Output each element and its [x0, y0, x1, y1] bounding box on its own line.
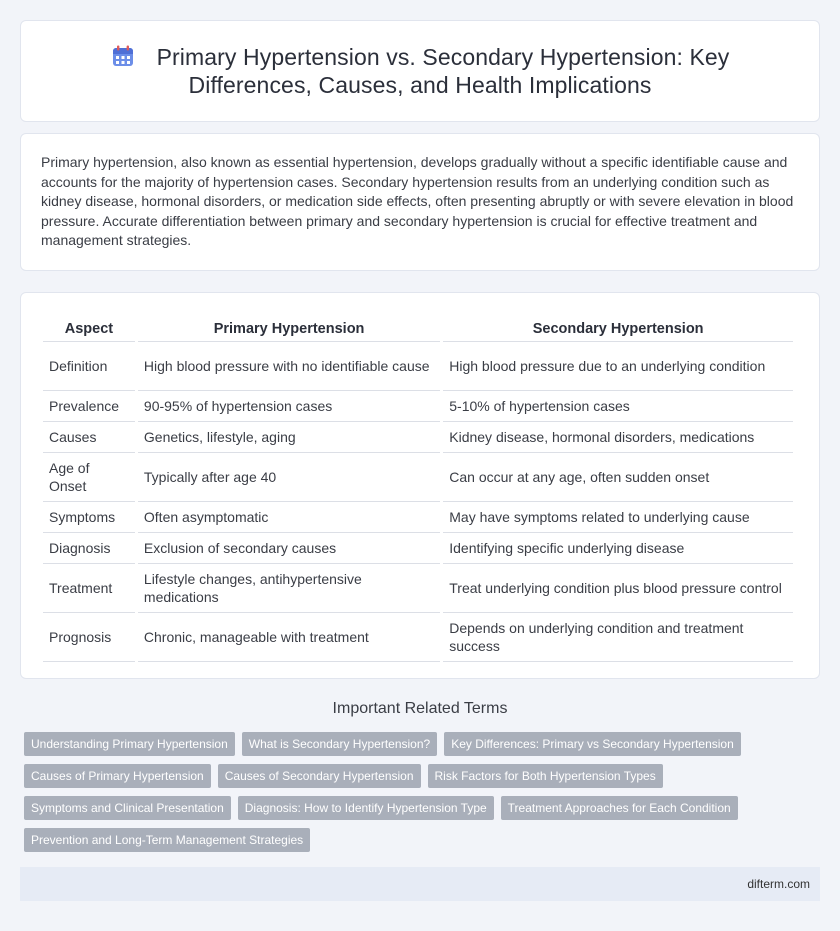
table-row [43, 391, 793, 422]
cell-aspect: Definition [43, 342, 135, 391]
comparison-table [40, 311, 796, 662]
cell-primary: 90-95% of hypertension cases [138, 391, 440, 422]
related-term-tag[interactable]: Treatment Approaches for Each Condition [501, 796, 738, 820]
header-secondary: Secondary Hypertension [443, 311, 793, 342]
cell-aspect: Causes [43, 422, 135, 453]
cell-secondary: Depends on underlying condition and treatment success [443, 613, 793, 662]
table-row [43, 613, 793, 662]
table-header-row [43, 311, 793, 342]
related-term-tag[interactable]: Prevention and Long-Term Management Strategies [24, 828, 310, 852]
related-terms-title: Important Related Terms [332, 700, 508, 717]
cell-primary: Chronic, manageable with treatment [138, 613, 440, 662]
table-row [43, 342, 793, 391]
cell-aspect: Treatment [43, 564, 135, 613]
related-term-tag[interactable]: What is Secondary Hypertension? [242, 732, 437, 756]
related-term-tag[interactable]: Causes of Primary Hypertension [24, 764, 211, 788]
related-term-tag[interactable]: Causes of Secondary Hypertension [218, 764, 421, 788]
cell-primary: Lifestyle changes, antihypertensive medications [138, 564, 440, 613]
cell-primary: High blood pressure with no identifiable cause [138, 342, 440, 391]
calendar-icon [111, 44, 135, 68]
related-term-tag[interactable]: Understanding Primary Hypertension [24, 732, 235, 756]
intro-paragraph: Primary hypertension, also known as essential hypertension, develops gradually without a specific identifiable cause and accounts for the majority of hypertension cases. Secondary hypertension results from an underlying condition such as kidney disease, hormonal disorders, or medication side effects, often presenting abruptly or with severe elevation in blood pressure. Accurate differentiation between primary and secondary hypertension is crucial for effective treatment and management strategies. [41, 154, 794, 249]
cell-aspect: Diagnosis [43, 533, 135, 564]
cell-secondary: Treat underlying condition plus blood pressure control [443, 564, 793, 613]
cell-aspect: Prevalence [43, 391, 135, 422]
cell-aspect: Symptoms [43, 502, 135, 533]
table-row [43, 453, 793, 502]
cell-secondary: Can occur at any age, often sudden onset [443, 453, 793, 502]
cell-primary: Exclusion of secondary causes [138, 533, 440, 564]
related-term-tag[interactable]: Risk Factors for Both Hypertension Types [428, 764, 663, 788]
footer [20, 867, 820, 901]
header-primary: Primary Hypertension [138, 311, 440, 342]
title-card [20, 20, 820, 122]
cell-secondary: High blood pressure due to an underlying condition [443, 342, 793, 391]
page-title [61, 43, 779, 99]
cell-secondary: Kidney disease, hormonal disorders, medications [443, 422, 793, 453]
cell-secondary: May have symptoms related to underlying cause [443, 502, 793, 533]
comparison-table-card [20, 292, 820, 679]
intro-card [20, 133, 820, 271]
cell-primary: Typically after age 40 [138, 453, 440, 502]
cell-aspect: Age of Onset [43, 453, 135, 502]
table-row [43, 422, 793, 453]
page-title-text: Primary Hypertension vs. Secondary Hypertension: Key Differences, Causes, and Health Implications [156, 44, 730, 98]
header-aspect: Aspect [43, 311, 135, 342]
cell-secondary: Identifying specific underlying disease [443, 533, 793, 564]
cell-secondary: 5-10% of hypertension cases [443, 391, 793, 422]
cell-aspect: Prognosis [43, 613, 135, 662]
table-row [43, 564, 793, 613]
related-term-tag[interactable]: Key Differences: Primary vs Secondary Hypertension [444, 732, 741, 756]
related-terms-list [24, 732, 824, 860]
related-term-tag[interactable]: Diagnosis: How to Identify Hypertension Type [238, 796, 494, 820]
table-row [43, 533, 793, 564]
cell-primary: Genetics, lifestyle, aging [138, 422, 440, 453]
cell-primary: Often asymptomatic [138, 502, 440, 533]
related-term-tag[interactable]: Symptoms and Clinical Presentation [24, 796, 231, 820]
footer-site-link[interactable]: difterm.com [747, 877, 810, 891]
table-row [43, 502, 793, 533]
